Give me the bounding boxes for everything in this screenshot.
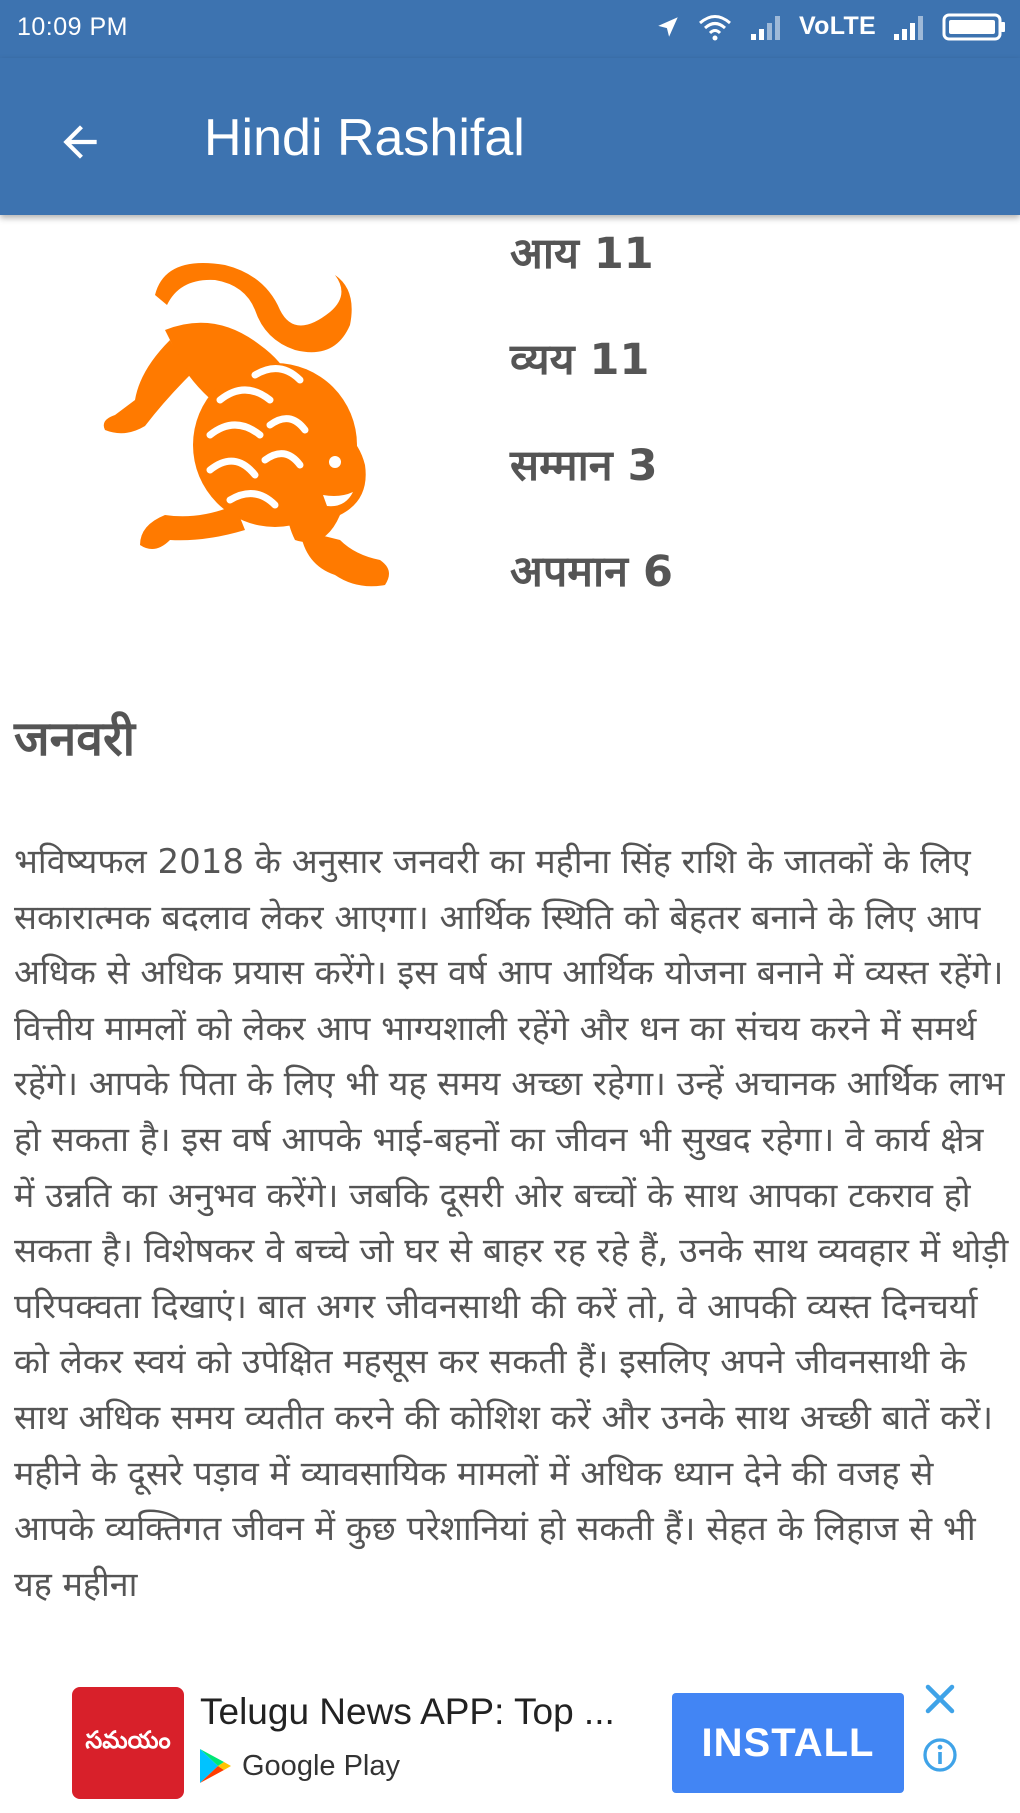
stats-list: [510, 222, 673, 646]
install-button[interactable]: INSTALL: [672, 1693, 904, 1793]
status-time: 10:09 PM: [17, 13, 129, 41]
leo-lion-icon: [95, 250, 415, 605]
google-play-icon: [198, 1747, 232, 1785]
wifi-icon: [697, 13, 733, 41]
ad-title[interactable]: Telugu News APP: Top ...: [200, 1691, 615, 1732]
arrow-left-icon: [55, 117, 105, 167]
ad-banner[interactable]: [0, 1673, 1020, 1813]
ad-store-label: Google Play: [242, 1749, 400, 1782]
horoscope-text: भविष्यफल 2018 के अनुसार जनवरी का महीना सिंह राशि के जातकों के लिए सकारात्मक बदलाव लेकर आएगा। आर्थिक स्थिति को बेहतर बनाने के लिए आप अधिक से अधिक प्रयास करेंगे। इस वर्ष आप आर्थिक योजना बनाने में व्यस्त रहेंगे। वित्तीय मामलों को लेकर आप भाग्यशाली रहेंगे और धन का संचय करने में समर्थ रहेंगे। आपके पिता के लिए भी यह समय अच्छा रहेगा। उन्हें अचानक आर्थिक लाभ हो सकता है। इस वर्ष आपके भाई-बहनों का जीवन भी सुखद रहेगा। वे कार्य क्षेत्र में उन्नति का अनुभव करेंगे। जबकि दूसरी ओर बच्चों के साथ आपका टकराव हो सकता है। विशेषकर वे बच्चे जो घर से बाहर रह रहे हैं, उनके साथ व्यवहार में थोड़ी परिपक्वता दिखाएं। बात अगर जीवनसाथी की करें तो, वे आपकी व्यस्त दिनचर्या को लेकर स्वयं को उपेक्षित महसूस कर सकती हैं। इसलिए अपने जीवनसाथी के साथ अधिक समय व्यतीत करने की कोशिश करें और उनके साथ अच्छी बातें करें। महीने के दूसरे पड़ाव में व्यावसायिक मामलों में अधिक ध्यान देने की वजह से आपके व्यक्तिगत जीवन में कुछ परेशानियां हो सकती हैं। सेहत के लिहाज से भी यह महीना: [14, 842, 1009, 1605]
battery-icon: [942, 13, 1006, 41]
month-heading: जनवरी: [14, 711, 136, 767]
ad-app-logo[interactable]: సమయం: [72, 1687, 184, 1799]
stat-income: आय 11: [510, 229, 654, 279]
back-button[interactable]: [42, 104, 118, 180]
close-icon[interactable]: [922, 1681, 958, 1717]
signal-icon: [892, 14, 926, 40]
network-type: VoLTE: [799, 12, 876, 40]
info-icon[interactable]: [922, 1737, 958, 1773]
ad-store-badge: [198, 1747, 400, 1785]
stat-expense: व्यय 11: [510, 335, 650, 385]
signal-icon: [749, 14, 783, 40]
status-icons: [655, 12, 1006, 41]
status-bar: [0, 0, 1020, 58]
location-arrow-icon: [655, 14, 681, 40]
app-bar: [0, 58, 1020, 215]
stat-honor: सम्मान 3: [510, 441, 658, 491]
app-title: Hindi Rashifal: [204, 109, 525, 167]
stat-dishonor: अपमान 6: [510, 547, 673, 597]
